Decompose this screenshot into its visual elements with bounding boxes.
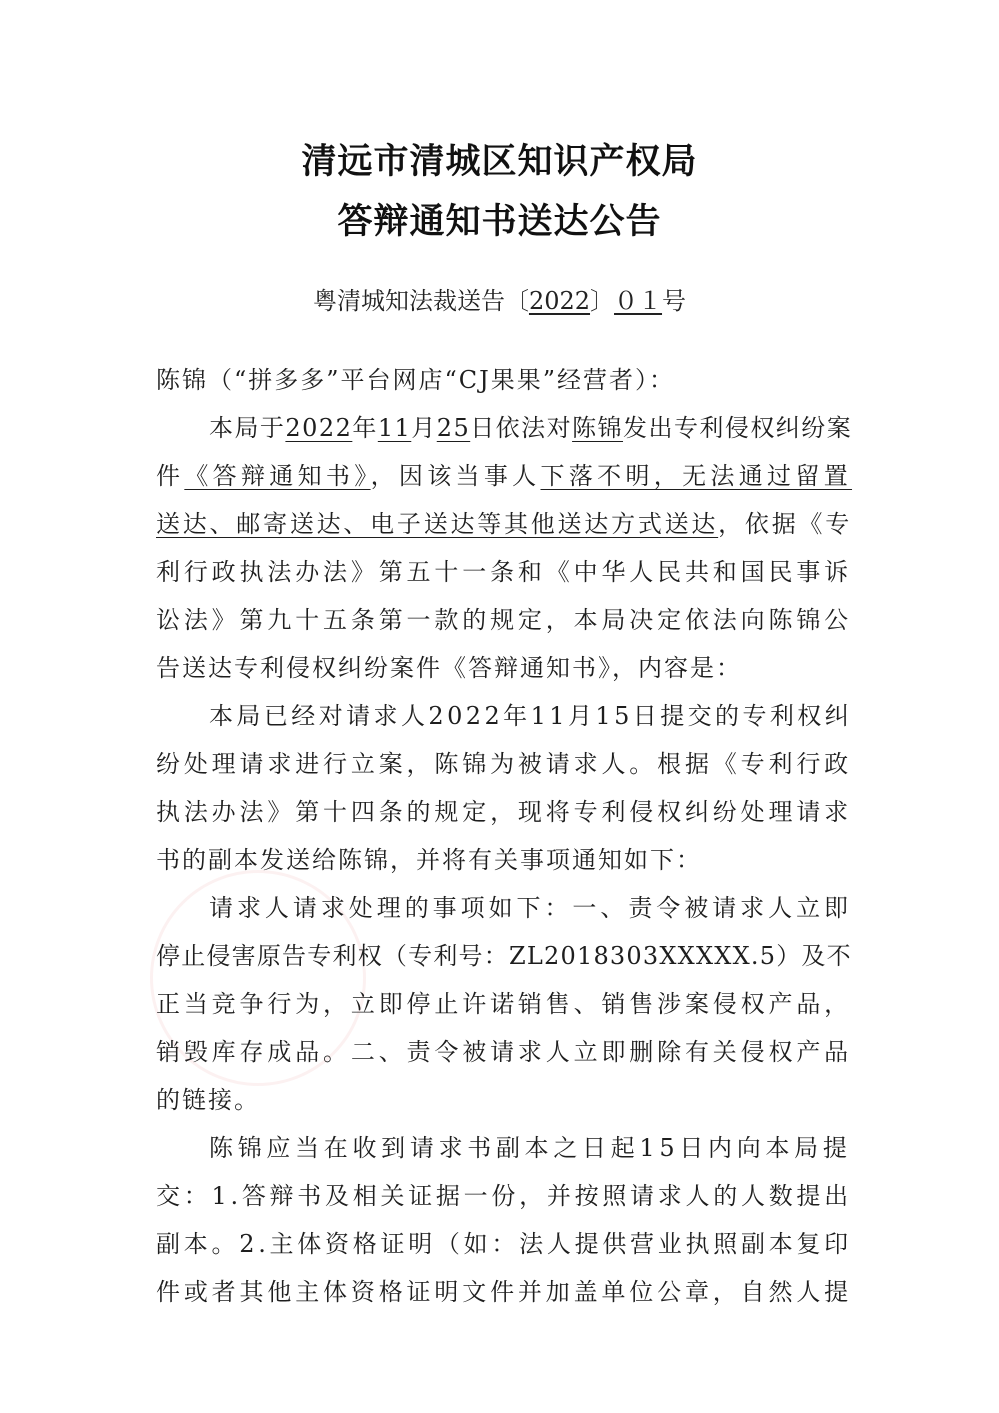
p1-line3	[156, 504, 852, 539]
p1-line2	[156, 456, 852, 491]
p4-line1: 陈锦应当在收到请求书副本之日起15日内向本局提	[209, 1134, 852, 1162]
p3-line5: 的链接。	[156, 1086, 260, 1114]
p3-line1: 请求人请求处理的事项如下：一、责令被请求人立即	[209, 894, 852, 922]
addressee: 陈锦（“拼多多”平台网店“CJ果果”经营者）：	[156, 366, 676, 394]
p1-text-h: ，依据《专	[718, 510, 853, 538]
p2-line2: 纷处理请求进行立案，陈锦为被请求人。根据《专利行政	[156, 750, 852, 778]
doc-number-prefix: 粤清城知法裁送告〔	[312, 287, 529, 315]
p2-line1: 本局已经对请求人2022年11月15日提交的专利权纠	[209, 702, 853, 730]
p1-reason2: 送达、邮寄送达、电子送达等其他送达方式送达	[156, 510, 719, 538]
doc-number-middle: 〕	[590, 287, 615, 315]
document-title-line1: 清远市清城区知识产权局	[301, 142, 698, 182]
doc-number-year: 2022	[528, 287, 591, 315]
doc-number-serial: ０１	[614, 287, 663, 315]
p1-text-c: 月	[411, 414, 437, 442]
p4-line3: 副本。2.主体资格证明（如：法人提供营业执照副本复印	[156, 1230, 852, 1258]
p1-text-a: 本局于	[209, 414, 286, 442]
p2-line4: 书的副本发送给陈锦，并将有关事项通知如下：	[156, 846, 702, 874]
p1-text-b: 年	[352, 414, 378, 442]
p1-year: 2022	[285, 414, 353, 442]
p1-line4: 利行政执法办法》第五十一条和《中华人民共和国民事诉	[156, 558, 852, 586]
p1-line5: 讼法》第九十五条第一款的规定，本局决定依法向陈锦公	[156, 606, 852, 634]
p2-line3: 执法办法》第十四条的规定，现将专利侵权纠纷处理请求	[156, 798, 852, 826]
document-title-line2: 答辩通知书送达公告	[337, 202, 662, 242]
p4-line4: 件或者其他主体资格证明文件并加盖单位公章，自然人提	[156, 1278, 852, 1306]
p1-line1	[209, 408, 852, 443]
p3-line3: 正当竞争行为，立即停止许诺销售、销售涉案侵权产品，	[156, 990, 852, 1018]
p1-text-g: ，因该当事人	[370, 462, 541, 490]
document-number	[0, 281, 999, 316]
p1-party: 陈锦	[572, 414, 624, 442]
p1-reason1: 下落不明，无法通过留置	[540, 462, 853, 490]
p1-day: 25	[436, 414, 471, 442]
p4-line2: 交：1.答辩书及相关证据一份，并按照请求人的人数提出	[156, 1182, 852, 1210]
p3-line2: 停止侵害原告专利权（专利号：ZL2018303XXXXX.5）及不	[156, 942, 852, 970]
doc-number-suffix: 号	[662, 287, 687, 315]
p1-month: 11	[377, 414, 412, 442]
p1-text-f: 件	[156, 462, 185, 490]
p1-text-e: 发出专利侵权纠纷案	[623, 414, 853, 442]
p3-line4: 销毁库存成品。二、责令被请求人立即删除有关侵权产品	[156, 1038, 852, 1066]
p1-doc-name: 《答辩通知书》	[184, 462, 371, 490]
p1-text-d: 日依法对	[470, 414, 573, 442]
p1-line6: 告送达专利侵权纠纷案件《答辩通知书》，内容是：	[156, 654, 742, 682]
